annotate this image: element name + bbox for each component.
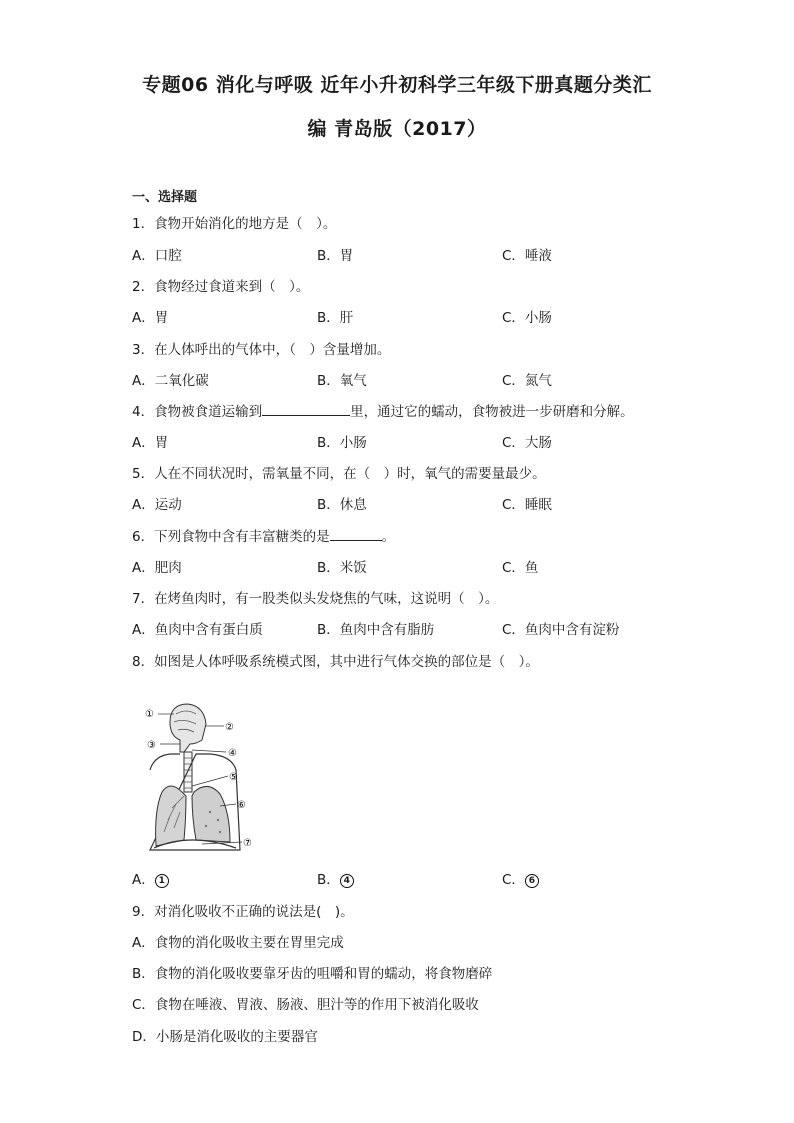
option-5b: B．休息 xyxy=(317,497,367,513)
option-3c: C．氮气 xyxy=(502,373,552,389)
option-4a: A．胃 xyxy=(132,435,169,451)
question-8: 8．如图是人体呼吸系统模式图，其中进行气体交换的部位是（ ）。 xyxy=(132,654,539,670)
option-9b: B．食物的消化吸收要靠牙齿的咀嚼和胃的蠕动，将食物磨碎 xyxy=(132,966,493,982)
option-9a: A．食物的消化吸收主要在胃里完成 xyxy=(132,935,344,951)
option-1b: B．胃 xyxy=(317,248,354,264)
option-8a: A． 1 xyxy=(132,868,169,888)
option-6c: C．鱼 xyxy=(502,560,539,576)
question-4-pre: 4．食物被食道运输到 xyxy=(132,404,263,420)
question-5: 5．人在不同状况时，需氧量不同，在（ ）时，氧气的需要量最少。 xyxy=(132,466,546,482)
figure-label-7: ⑦ xyxy=(243,838,252,849)
question-6-post: 。 xyxy=(381,529,396,545)
answer-blank xyxy=(330,527,382,541)
question-6 xyxy=(132,525,395,545)
section-heading: 一、选择题 xyxy=(132,190,198,205)
option-9d: D．小肠是消化吸收的主要器官 xyxy=(132,1029,318,1045)
option-3a: A．二氧化碳 xyxy=(132,373,209,389)
figure-label-5: ⑤ xyxy=(229,772,238,783)
question-6-pre: 6．下列食物中含有丰富糖类的是 xyxy=(132,529,330,545)
option-7a: A．鱼肉中含有蛋白质 xyxy=(132,622,263,638)
question-3: 3．在人体呼出的气体中，（ ）含量增加。 xyxy=(132,342,391,358)
question-9: 9．对消化吸收不正确的说法是( )。 xyxy=(132,904,354,920)
option-1c: C．唾液 xyxy=(502,248,552,264)
figure-label-2: ② xyxy=(225,722,234,733)
option-2a: A．胃 xyxy=(132,310,169,326)
page-title-line2: 编 青岛版（2017） xyxy=(307,118,487,140)
option-mark-circle: 1 xyxy=(155,874,169,888)
figure-label-3: ③ xyxy=(147,740,156,751)
question-2: 2．食物经过食道来到（ ）。 xyxy=(132,279,310,295)
answer-blank xyxy=(262,402,350,416)
option-7c: C．鱼肉中含有淀粉 xyxy=(502,622,620,638)
question-7: 7．在烤鱼肉时，有一股类似头发烧焦的气味，这说明（ ）。 xyxy=(132,591,499,607)
right-lung xyxy=(192,786,230,842)
page-title-line1: 专题06 消化与呼吸 近年小升初科学三年级下册真题分类汇 xyxy=(142,74,652,96)
option-5a: A．运动 xyxy=(132,497,182,513)
question-4-post: 里，通过它的蠕动，食物被进一步研磨和分解。 xyxy=(350,404,634,420)
question-1: 1．食物开始消化的地方是（ ）。 xyxy=(132,216,337,232)
option-mark-circle: 4 xyxy=(340,874,354,888)
option-9c: C．食物在唾液、胃液、肠液、胆汁等的作用下被消化吸收 xyxy=(132,997,479,1013)
option-2c: C．小肠 xyxy=(502,310,552,326)
question-4 xyxy=(132,400,634,420)
option-mark-circle: 6 xyxy=(525,874,539,888)
option-2b: B．肝 xyxy=(317,310,354,326)
figure-label-4: ④ xyxy=(228,748,237,759)
option-8c: C． 6 xyxy=(502,868,539,888)
left-lung xyxy=(156,786,186,846)
respiratory-system-diagram xyxy=(140,700,260,860)
option-3b: B．氧气 xyxy=(317,373,367,389)
option-7b: B．鱼肉中含有脂肪 xyxy=(317,622,435,638)
option-5c: C．睡眠 xyxy=(502,497,552,513)
option-6b: B．米饭 xyxy=(317,560,367,576)
option-4b: B．小肠 xyxy=(317,435,367,451)
figure-label-6: ⑥ xyxy=(237,800,246,811)
option-4c: C．大肠 xyxy=(502,435,552,451)
option-8b: B． 4 xyxy=(317,868,354,888)
figure-label-1: ① xyxy=(145,709,154,720)
option-1a: A．口腔 xyxy=(132,248,182,264)
option-6a: A．肥肉 xyxy=(132,560,182,576)
